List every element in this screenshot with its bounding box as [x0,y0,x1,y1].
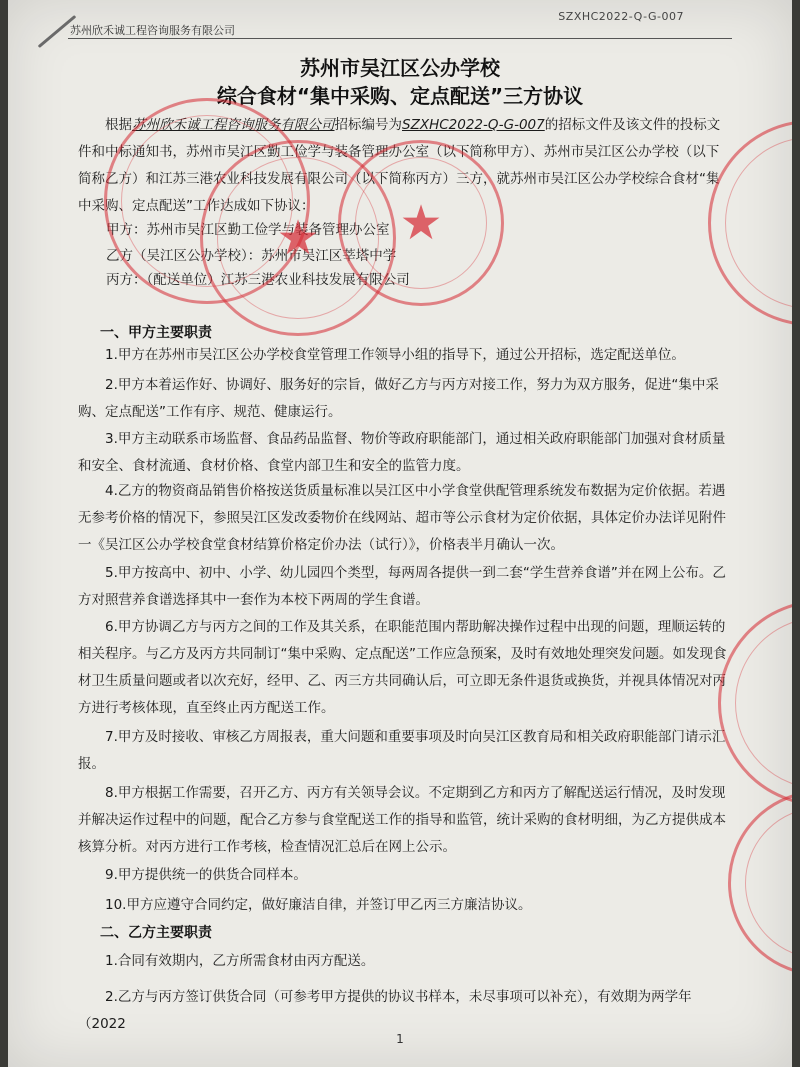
intro-rest: 的招标文件及该文件的投标文件和中标通知书，苏州市吴江区勤工俭学与装备管理办公室（以下简称甲方）、苏州市吴江区公办学校（以下简称乙方）和江苏三港农业科技发展有限公司（以下简称丙方）三方，就苏州市吴江区公办学校综合食材“集中采购、定点配送”工作达成如下协议： [78,117,721,214]
seal-stamp-edge-bottom [728,790,792,976]
header-doc-number: SZXHC2022-Q-G-007 [558,10,684,23]
title-line-1: 苏州市吴江区公办学校 [300,56,500,80]
document-page [8,0,792,1067]
seal-star-icon: ★ [399,195,443,251]
s1-item-5: 5.甲方按高中、初中、小学、幼儿园四个类型，每两周各提供一到二套“学生营养食谱”并在网上公布。乙方对照营养食谱选择其中一套作为本校下两周的学生食谱。 [78,565,726,608]
header-divider [68,38,732,39]
intro-agency: 苏州欣禾诚工程咨询服务有限公司 [132,117,335,133]
s1-item-1: 1.甲方在苏州市吴江区公办学校食堂管理工作领导小组的指导下，通过公开招标，选定配送单位。 [105,347,685,363]
section2-heading: 二、乙方主要职责 [100,925,212,941]
seal-star-icon: ★ [276,210,320,266]
s1-item-2: 2.甲方本着运作好、协调好、服务好的宗旨，做好乙方与丙方对接工作，努力为双方服务，促进“集中采购、定点配送”工作有序、规范、健康运行。 [78,377,719,420]
intro-prefix: 根据 [105,117,132,133]
page-number: 1 [396,1032,404,1046]
party-b: 乙方（吴江区公办学校）：苏州市吴江区莘塔中学 [106,248,397,264]
s1-item-3: 3.甲方主动联系市场监督、食品药品监督、物价等政府职能部门，通过相关政府职能部门加强对食材质量和安全、食材流通、食材价格、食堂内部卫生和安全的监管力度。 [78,431,726,474]
s1-item-10: 10.甲方应遵守合同约定，做好廉洁自律，并签订甲乙丙三方廉洁协议。 [105,897,532,913]
title-line-2: 综合食材“集中采购、定点配送”三方协议 [216,84,584,108]
s1-item-6: 6.甲方协调乙方与丙方之间的工作及其关系，在职能范围内帮助解决操作过程中出现的问题，理顺运转的相关程序。与乙方及丙方共同制订“集中采购、定点配送”工作应急预案，及时有效地处理突发问题。如发现食材卫生质量问题或者以次充好，经甲、乙、丙三方共同确认后，可立即无条件退货或换货，并视具体情况对丙方进行考核体现，直至终止丙方配送工作。 [78,619,727,716]
party-a: 甲方：苏州市吴江区勤工俭学与装备管理办公室 [106,222,390,238]
party-c: 丙方：（配送单位）江苏三港农业科技发展有限公司 [106,272,410,288]
intro-mid: 招标编号为 [334,117,402,133]
s1-item-7: 7.甲方及时接收、审核乙方周报表，重大问题和重要事项及时向吴江区教育局和相关政府职能部门请示汇报。 [78,729,726,772]
s1-item-8: 8.甲方根据工作需要，召开乙方、丙方有关领导会议。不定期到乙方和丙方了解配送运行情况，及时发现并解决运作过程中的问题，配合乙方参与食堂配送工作的指导和监管，统计采购的食材明细，为乙方提供成本核算分析。对丙方进行工作考核，检查情况汇总后在网上公示。 [78,785,726,855]
s1-item-9: 9.甲方提供统一的供货合同样本。 [105,867,307,883]
intro-code: SZXHC2022-Q-G-007 [402,117,545,133]
header-company: 苏州欣禾诚工程咨询服务有限公司 [70,24,235,37]
section1-heading: 一、甲方主要职责 [100,325,212,341]
s1-item-4: 4.乙方的物资商品销售价格按送货质量标准以吴江区中小学食堂供配管理系统发布数据为定价依据。若遇无参考价格的情况下，参照吴江区发改委物价在线网站、超市等公示食材为定价依据，具体定价办法详见附件一《吴江区公办学校食堂食材结算价格定价办法（试行）》，价格表半月确认一次。 [78,483,726,553]
s2-item-1: 1.合同有效期内，乙方所需食材由丙方配送。 [105,953,375,969]
intro-paragraph [78,112,728,220]
s2-item-2: 2.乙方与丙方签订供货合同（可参考甲方提供的协议书样本，未尽事项可以补充），有效期为两学年（2022 [78,989,692,1032]
seal-stamp-edge-middle [718,600,792,806]
